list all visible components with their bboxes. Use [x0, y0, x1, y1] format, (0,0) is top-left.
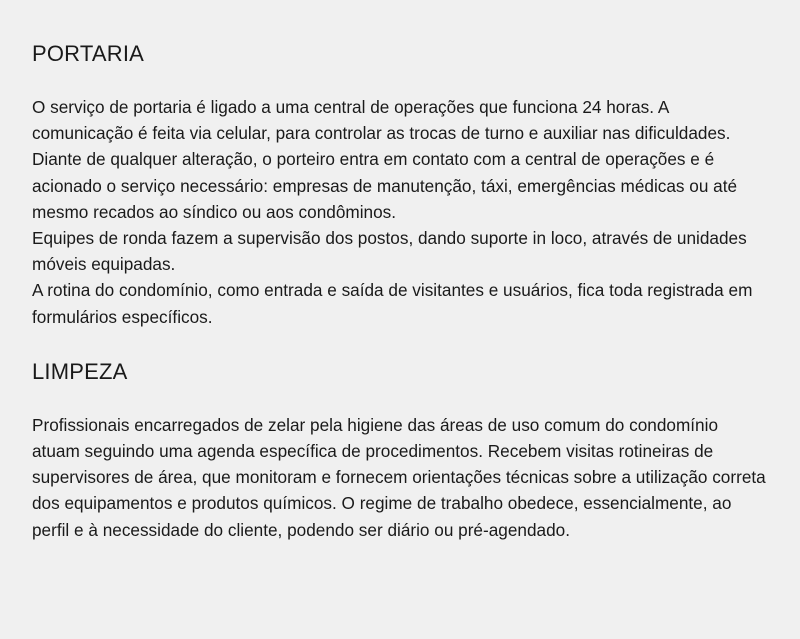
- section-title-limpeza: LIMPEZA: [32, 358, 128, 384]
- section-body-portaria: [32, 94, 770, 330]
- paragraph-portaria-ronda: Equipes de ronda fazem a supervisão dos postos, dando suporte in loco, através de unidades móveis equipadas.: [32, 228, 747, 275]
- paragraph-portaria-central: O serviço de portaria é ligado a uma central de operações que funciona 24 horas. A comunicação é feita via celular, para controlar as trocas de turno e auxiliar nas dificuldades.: [32, 97, 731, 144]
- paragraph-portaria-rotina: A rotina do condomínio, como entrada e saída de visitantes e usuários, fica toda registrada em formulários específicos.: [32, 280, 753, 327]
- paragraph-limpeza: Profissionais encarregados de zelar pela higiene das áreas de uso comum do condomínio atuam seguindo uma agenda específica de procedimentos. Recebem visitas rotineiras de supervisores de área, que monitoram e fornecem orientações técnicas sobre a utilização correta dos equipamentos e produtos químicos. O regime de trabalho obedece, essencialmente, ao perfil e à necessidade do cliente, podendo ser diário ou pré-agendado.: [32, 414, 766, 540]
- paragraph-portaria-alteracao: Diante de qualquer alteração, o porteiro entra em contato com a central de operações e é acionado o serviço necessário: empresas de manutenção, táxi, emergências médicas ou até mesmo recados ao síndico ou aos condôminos.: [32, 149, 738, 222]
- section-body-limpeza: [32, 412, 770, 543]
- section-title-portaria: PORTARIA: [32, 41, 145, 66]
